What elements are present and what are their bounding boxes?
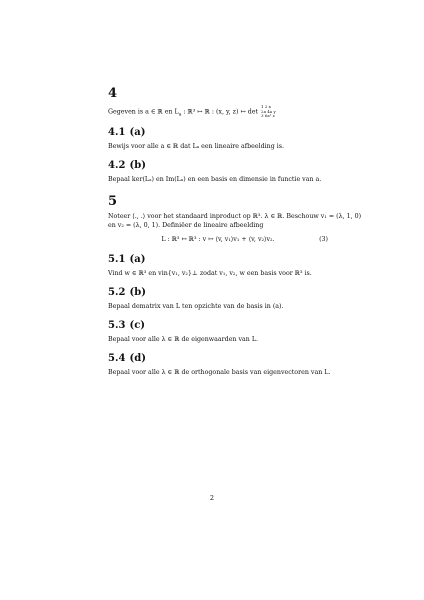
section-5-heading: 5 <box>108 194 118 209</box>
intro-mid: : ℝ³ ↦ ℝ : (x, y, z) ↦ det <box>181 108 259 116</box>
subsection-5-4-heading <box>108 353 146 364</box>
subsection-5-2-heading <box>108 287 146 298</box>
subsection-5-4-text: Bepaal voor alle λ ∈ ℝ de orthogonale basis van eigenvectoren van L. <box>108 369 331 376</box>
section-5-intro-line2: en v₂ = (λ, 0, 1). Definiëer de lineaire afbeelding <box>108 222 264 229</box>
subsection-4-1-text: Bewijs voor alle a ∈ ℝ dat Lₐ een lineaire afbeelding is. <box>108 143 284 150</box>
section-5-intro-line1: Noteer ⟨., .⟩ voor het standaard inproduct op ℝ³. λ ∈ ℝ. Beschouw v₁ = (λ, 1, 0) <box>108 213 362 220</box>
intro-prefix: Gegeven is a ∈ ℝ en L <box>108 108 179 116</box>
subsection-label: (b) <box>129 160 146 171</box>
subsection-5-3-heading <box>108 320 145 331</box>
subsection-5-1-heading <box>108 254 145 265</box>
intro-subscript: a <box>178 112 182 118</box>
subsection-label: (c) <box>129 320 146 331</box>
subsection-label: (d) <box>129 353 146 364</box>
determinant-matrix <box>261 105 276 119</box>
det-row: 2a 4a y <box>261 108 276 114</box>
subsection-5-3-text: Bepaal voor alle λ ∈ ℝ de eigenwaarden van L. <box>108 336 259 343</box>
subsection-number: 4.1 <box>108 127 126 138</box>
det-row: 3 6a² z <box>261 113 275 119</box>
equation-3 <box>108 235 328 244</box>
subsection-number: 5.1 <box>108 254 126 265</box>
subsection-4-2-heading <box>108 160 146 171</box>
section-4-intro <box>108 105 326 120</box>
equation-tag: (3) <box>319 236 328 243</box>
section-4-heading: 4 <box>108 86 118 101</box>
subsection-number: 5.3 <box>108 320 126 331</box>
subsection-label: (a) <box>129 127 146 138</box>
subsection-label: (a) <box>129 254 146 265</box>
subsection-label: (b) <box>129 287 146 298</box>
subsection-4-1-heading <box>108 127 145 138</box>
subsection-4-2-text: Bepaal ker(Lₐ) en Im(Lₐ) en een basis en dimensie in functie van a. <box>108 176 322 183</box>
subsection-5-2-text: Bepaal dematrix van L ten opzichte van de basis in (a). <box>108 303 284 310</box>
subsection-number: 5.2 <box>108 287 126 298</box>
page-number: 2 <box>209 494 215 502</box>
subsection-number: 4.2 <box>108 160 126 171</box>
subsection-5-1-text: Vind w ∈ ℝ³ en vin{v₁, v₂}⊥ zodat v₁, v₂, w een basis voor ℝ³ is. <box>108 270 312 277</box>
equation-body: L : ℝ³ ↦ ℝ³ : v ↦ ⟨v, v₁⟩v₁ + ⟨v, v₂⟩v₂. <box>161 236 275 243</box>
subsection-number: 5.4 <box>108 353 126 364</box>
det-row: 1 2 x <box>261 104 271 109</box>
